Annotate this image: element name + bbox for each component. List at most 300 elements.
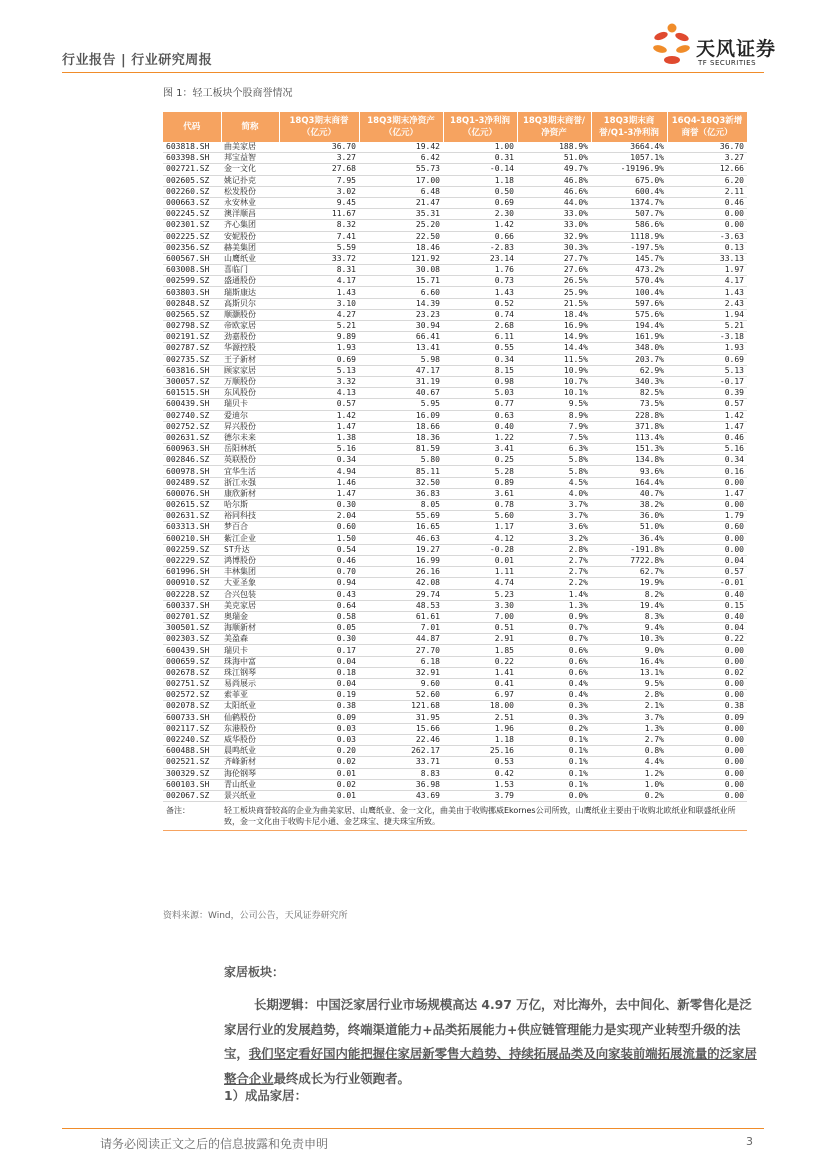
cell-goodwill: 27.68 <box>279 164 359 175</box>
cell-goodwill-to-assets: 0.1% <box>517 734 591 745</box>
header-net-assets: 18Q3期末净资产（亿元） <box>359 112 443 142</box>
cell-name: 大亚圣象 <box>221 578 279 589</box>
cell-name: 曲美家居 <box>221 142 279 153</box>
cell-net-assets: 81.59 <box>359 444 443 455</box>
cell-goodwill: 7.95 <box>279 175 359 186</box>
cell-net-profit: 1.18 <box>443 175 517 186</box>
cell-new-goodwill: 0.09 <box>667 712 747 723</box>
cell-new-goodwill: 0.34 <box>667 455 747 466</box>
cell-goodwill-to-assets: 2.8% <box>517 544 591 555</box>
cell-goodwill-to-assets: 0.3% <box>517 712 591 723</box>
cell-goodwill: 5.59 <box>279 242 359 253</box>
cell-goodwill-to-profit: 19.9% <box>591 578 667 589</box>
cell-code: 002565.SZ <box>163 309 221 320</box>
cell-goodwill-to-assets: 0.6% <box>517 645 591 656</box>
cell-net-assets: 36.83 <box>359 488 443 499</box>
cell-name: 澳洋顺昌 <box>221 209 279 220</box>
cell-new-goodwill: 0.22 <box>667 634 747 645</box>
cell-name: 美盈森 <box>221 634 279 645</box>
table-row <box>163 690 747 701</box>
para-underlined: 我们坚定看好国内能把握住家居新零售大趋势、持续拓展品类及向家装前端拓展流量的泛家居整合企业 <box>224 1046 757 1086</box>
cell-goodwill-to-assets: 0.0% <box>517 790 591 801</box>
cell-goodwill-to-profit: 2.1% <box>591 701 667 712</box>
cell-new-goodwill: 1.94 <box>667 309 747 320</box>
cell-goodwill: 4.13 <box>279 388 359 399</box>
table-row <box>163 544 747 555</box>
table-row <box>163 142 747 153</box>
cell-net-assets: 66.41 <box>359 332 443 343</box>
cell-goodwill: 3.27 <box>279 153 359 164</box>
cell-goodwill-to-assets: 49.7% <box>517 164 591 175</box>
cell-code: 600567.SH <box>163 253 221 264</box>
cell-net-assets: 18.46 <box>359 242 443 253</box>
cell-new-goodwill: 0.00 <box>667 779 747 790</box>
cell-net-assets: 18.66 <box>359 421 443 432</box>
cell-name: 顾家家居 <box>221 365 279 376</box>
cell-code: 000659.SZ <box>163 656 221 667</box>
cell-net-assets: 14.39 <box>359 298 443 309</box>
cell-net-profit: 3.41 <box>443 444 517 455</box>
cell-goodwill-to-assets: 33.0% <box>517 209 591 220</box>
cell-net-profit: 1.42 <box>443 220 517 231</box>
cell-goodwill-to-profit: 507.7% <box>591 209 667 220</box>
data-source: 资料来源：Wind，公司公告，天风证券研究所 <box>163 911 348 921</box>
cell-goodwill: 0.01 <box>279 790 359 801</box>
cell-net-assets: 22.50 <box>359 231 443 242</box>
cell-code: 002303.SZ <box>163 634 221 645</box>
cell-goodwill-to-assets: 11.5% <box>517 354 591 365</box>
cell-goodwill-to-profit: 1118.9% <box>591 231 667 242</box>
cell-net-assets: 48.53 <box>359 600 443 611</box>
cell-goodwill: 0.04 <box>279 679 359 690</box>
note-text: 轻工板块商誉较高的企业为曲美家居、山鹰纸业、金一文化，曲美由于收购挪威Ekornes公司所致，山鹰纸业主要由于收购北欧纸业和联盛纸业所致，金一文化由于收购卡尼小通、金艺珠宝、捷夫珠宝所致。 <box>221 802 747 831</box>
cell-net-profit: 0.40 <box>443 421 517 432</box>
cell-net-assets: 36.98 <box>359 779 443 790</box>
cell-goodwill-to-assets: 2.7% <box>517 567 591 578</box>
table-row <box>163 309 747 320</box>
cell-name: 邦宝益智 <box>221 153 279 164</box>
cell-code: 002067.SZ <box>163 790 221 801</box>
cell-net-profit: 0.01 <box>443 555 517 566</box>
cell-name: 易尚展示 <box>221 679 279 690</box>
cell-goodwill-to-profit: 8.3% <box>591 611 667 622</box>
cell-code: 603818.SH <box>163 142 221 153</box>
table-row <box>163 488 747 499</box>
cell-goodwill: 0.20 <box>279 746 359 757</box>
cell-net-assets: 16.65 <box>359 522 443 533</box>
cell-net-profit: 1.85 <box>443 645 517 656</box>
table-row <box>163 589 747 600</box>
cell-net-profit: 1.11 <box>443 567 517 578</box>
cell-new-goodwill: 36.70 <box>667 142 747 153</box>
cell-name: 晨鸣纸业 <box>221 746 279 757</box>
cell-name: 鸿博股份 <box>221 555 279 566</box>
cell-name: 松发股份 <box>221 186 279 197</box>
cell-new-goodwill: 0.02 <box>667 667 747 678</box>
cell-goodwill-to-profit: 203.7% <box>591 354 667 365</box>
table-row <box>163 410 747 421</box>
header-goodwill-to-assets: 18Q3期末商誉/净资产 <box>517 112 591 142</box>
cell-goodwill: 3.10 <box>279 298 359 309</box>
table-row <box>163 186 747 197</box>
cell-code: 002521.SZ <box>163 757 221 768</box>
table-row <box>163 332 747 343</box>
table-row <box>163 298 747 309</box>
cell-net-profit: 1.00 <box>443 142 517 153</box>
cell-name: 梦百合 <box>221 522 279 533</box>
cell-code: 002631.SZ <box>163 511 221 522</box>
cell-new-goodwill: 1.47 <box>667 421 747 432</box>
cell-goodwill: 0.19 <box>279 690 359 701</box>
cell-goodwill-to-assets: 3.6% <box>517 522 591 533</box>
cell-goodwill: 3.02 <box>279 186 359 197</box>
table-row <box>163 321 747 332</box>
cell-new-goodwill: 0.00 <box>667 477 747 488</box>
table-header-row <box>163 112 747 142</box>
cell-net-profit: 0.22 <box>443 656 517 667</box>
cell-name: 万顺股份 <box>221 376 279 387</box>
cell-net-assets: 61.61 <box>359 611 443 622</box>
table-row <box>163 757 747 768</box>
cell-goodwill: 0.05 <box>279 623 359 634</box>
cell-net-assets: 30.94 <box>359 321 443 332</box>
cell-goodwill-to-profit: 40.7% <box>591 488 667 499</box>
cell-net-assets: 15.71 <box>359 276 443 287</box>
cell-net-assets: 47.17 <box>359 365 443 376</box>
cell-goodwill-to-assets: 3.7% <box>517 500 591 511</box>
cell-net-profit: 0.50 <box>443 186 517 197</box>
cell-goodwill-to-profit: 2.8% <box>591 690 667 701</box>
cell-net-profit: 1.96 <box>443 723 517 734</box>
cell-new-goodwill: 0.00 <box>667 690 747 701</box>
cell-code: 600733.SH <box>163 712 221 723</box>
cell-net-profit: 0.98 <box>443 376 517 387</box>
cell-net-assets: 31.95 <box>359 712 443 723</box>
cell-new-goodwill: 0.04 <box>667 623 747 634</box>
cell-goodwill-to-assets: 7.5% <box>517 432 591 443</box>
cell-net-profit: 5.23 <box>443 589 517 600</box>
table-row <box>163 343 747 354</box>
cell-net-assets: 29.74 <box>359 589 443 600</box>
table-note-row <box>163 802 747 831</box>
note-label: 备注： <box>163 802 221 831</box>
cell-net-assets: 5.95 <box>359 399 443 410</box>
cell-code: 600076.SH <box>163 488 221 499</box>
cell-goodwill-to-profit: 36.0% <box>591 511 667 522</box>
cell-code: 002787.SZ <box>163 343 221 354</box>
cell-net-assets: 6.60 <box>359 287 443 298</box>
cell-net-profit: 25.16 <box>443 746 517 757</box>
table-row <box>163 365 747 376</box>
cell-goodwill-to-profit: 19.4% <box>591 600 667 611</box>
cell-net-profit: 0.74 <box>443 309 517 320</box>
cell-goodwill-to-profit: 228.8% <box>591 410 667 421</box>
cell-goodwill-to-assets: 10.1% <box>517 388 591 399</box>
cell-net-assets: 13.41 <box>359 343 443 354</box>
cell-name: 东港股份 <box>221 723 279 734</box>
cell-code: 603008.SH <box>163 265 221 276</box>
cell-goodwill: 0.69 <box>279 354 359 365</box>
cell-net-profit: 0.66 <box>443 231 517 242</box>
table-row <box>163 477 747 488</box>
cell-goodwill-to-assets: 6.3% <box>517 444 591 455</box>
table-row <box>163 253 747 264</box>
cell-goodwill-to-profit: 3.7% <box>591 712 667 723</box>
cell-goodwill-to-profit: 82.5% <box>591 388 667 399</box>
cell-goodwill: 0.04 <box>279 656 359 667</box>
cell-new-goodwill: 0.00 <box>667 500 747 511</box>
cell-goodwill: 0.58 <box>279 611 359 622</box>
cell-new-goodwill: 0.00 <box>667 656 747 667</box>
cell-new-goodwill: 0.69 <box>667 354 747 365</box>
cell-new-goodwill: 0.00 <box>667 220 747 231</box>
report-type-header: 行业报告 | 行业研究周报 <box>62 53 213 68</box>
cell-goodwill-to-profit: -19196.9% <box>591 164 667 175</box>
cell-code: 002117.SZ <box>163 723 221 734</box>
cell-name: 珠海中富 <box>221 656 279 667</box>
cell-net-assets: 55.69 <box>359 511 443 522</box>
cell-goodwill: 5.16 <box>279 444 359 455</box>
cell-new-goodwill: 1.79 <box>667 511 747 522</box>
cell-goodwill: 5.13 <box>279 365 359 376</box>
cell-net-assets: 27.70 <box>359 645 443 656</box>
table-row <box>163 701 747 712</box>
cell-goodwill-to-profit: 597.6% <box>591 298 667 309</box>
cell-name: 齐峰新材 <box>221 757 279 768</box>
cell-net-assets: 6.18 <box>359 656 443 667</box>
cell-new-goodwill: -0.17 <box>667 376 747 387</box>
cell-net-assets: 8.05 <box>359 500 443 511</box>
cell-net-assets: 17.00 <box>359 175 443 186</box>
cell-new-goodwill: 0.00 <box>667 645 747 656</box>
cell-net-profit: 5.28 <box>443 466 517 477</box>
cell-name: 爱迪尔 <box>221 410 279 421</box>
cell-goodwill: 0.60 <box>279 522 359 533</box>
cell-new-goodwill: 0.04 <box>667 555 747 566</box>
table-row <box>163 667 747 678</box>
cell-name: 赫美集团 <box>221 242 279 253</box>
cell-goodwill: 0.02 <box>279 757 359 768</box>
cell-new-goodwill: 1.93 <box>667 343 747 354</box>
cell-goodwill-to-assets: 14.4% <box>517 343 591 354</box>
cell-goodwill: 0.17 <box>279 645 359 656</box>
cell-goodwill-to-assets: 0.2% <box>517 723 591 734</box>
cell-goodwill-to-profit: 16.4% <box>591 656 667 667</box>
cell-net-profit: 2.91 <box>443 634 517 645</box>
table-row <box>163 153 747 164</box>
cell-net-profit: 0.89 <box>443 477 517 488</box>
cell-net-profit: 8.15 <box>443 365 517 376</box>
cell-code: 002259.SZ <box>163 544 221 555</box>
cell-name: 瑞贝卡 <box>221 399 279 410</box>
cell-code: 002489.SZ <box>163 477 221 488</box>
cell-net-assets: 19.27 <box>359 544 443 555</box>
cell-goodwill-to-profit: 348.0% <box>591 343 667 354</box>
table-row <box>163 231 747 242</box>
cell-code: 002735.SZ <box>163 354 221 365</box>
cell-code: 603398.SH <box>163 153 221 164</box>
cell-net-profit: 0.25 <box>443 455 517 466</box>
cell-new-goodwill: 3.27 <box>667 153 747 164</box>
cell-goodwill-to-assets: 3.7% <box>517 511 591 522</box>
cell-name: 顺灏股份 <box>221 309 279 320</box>
cell-net-assets: 6.48 <box>359 186 443 197</box>
cell-goodwill-to-profit: 7722.8% <box>591 555 667 566</box>
cell-code: 600103.SH <box>163 779 221 790</box>
footer-disclaimer: 请务必阅读正文之后的信息披露和免责申明 <box>100 1137 329 1151</box>
cell-code: 002678.SZ <box>163 667 221 678</box>
cell-goodwill: 9.45 <box>279 197 359 208</box>
cell-net-assets: 9.60 <box>359 679 443 690</box>
cell-new-goodwill: 5.21 <box>667 321 747 332</box>
cell-net-profit: 1.17 <box>443 522 517 533</box>
cell-new-goodwill: 1.42 <box>667 410 747 421</box>
cell-net-assets: 32.50 <box>359 477 443 488</box>
cell-goodwill-to-assets: 0.7% <box>517 634 591 645</box>
cell-name: 东风股份 <box>221 388 279 399</box>
cell-new-goodwill: 0.15 <box>667 600 747 611</box>
cell-name: 宜华生活 <box>221 466 279 477</box>
cell-name: 德尔未来 <box>221 432 279 443</box>
cell-goodwill-to-assets: 30.3% <box>517 242 591 253</box>
cell-name: 浙江永强 <box>221 477 279 488</box>
cell-goodwill: 2.04 <box>279 511 359 522</box>
cell-goodwill: 0.30 <box>279 500 359 511</box>
cell-name: 康欣新材 <box>221 488 279 499</box>
cell-net-assets: 16.09 <box>359 410 443 421</box>
cell-goodwill: 0.01 <box>279 768 359 779</box>
cell-code: 600439.SH <box>163 645 221 656</box>
cell-name: 高斯贝尔 <box>221 298 279 309</box>
cell-goodwill: 1.43 <box>279 287 359 298</box>
cell-net-assets: 262.17 <box>359 746 443 757</box>
cell-goodwill: 1.47 <box>279 488 359 499</box>
cell-code: 002572.SZ <box>163 690 221 701</box>
cell-new-goodwill: 0.40 <box>667 611 747 622</box>
cell-goodwill-to-profit: 1.2% <box>591 768 667 779</box>
cell-net-assets: 23.23 <box>359 309 443 320</box>
cell-new-goodwill: 0.13 <box>667 242 747 253</box>
cell-goodwill: 1.42 <box>279 410 359 421</box>
cell-net-assets: 43.69 <box>359 790 443 801</box>
cell-new-goodwill: 0.00 <box>667 746 747 757</box>
table-row <box>163 511 747 522</box>
cell-name: ST升达 <box>221 544 279 555</box>
cell-goodwill: 33.72 <box>279 253 359 264</box>
cell-code: 300057.SZ <box>163 376 221 387</box>
cell-goodwill: 0.02 <box>279 779 359 790</box>
cell-goodwill: 7.41 <box>279 231 359 242</box>
cell-name: 青山纸业 <box>221 779 279 790</box>
cell-goodwill-to-profit: 0.2% <box>591 790 667 801</box>
cell-code: 002228.SZ <box>163 589 221 600</box>
table-row <box>163 600 747 611</box>
cell-goodwill-to-profit: -197.5% <box>591 242 667 253</box>
cell-net-profit: 0.52 <box>443 298 517 309</box>
cell-net-assets: 16.99 <box>359 555 443 566</box>
section-paragraph <box>224 993 764 1091</box>
section-heading: 家居板块： <box>224 965 285 979</box>
cell-code: 000663.SZ <box>163 197 221 208</box>
table-row <box>163 500 747 511</box>
cell-net-profit: 0.73 <box>443 276 517 287</box>
cell-new-goodwill: 5.13 <box>667 365 747 376</box>
cell-code: 600978.SH <box>163 466 221 477</box>
footer-divider <box>62 1128 764 1129</box>
cell-net-profit: 0.78 <box>443 500 517 511</box>
cell-goodwill-to-profit: -191.8% <box>591 544 667 555</box>
cell-name: 裕同科技 <box>221 511 279 522</box>
cell-goodwill: 8.31 <box>279 265 359 276</box>
table-row <box>163 555 747 566</box>
cell-goodwill-to-assets: 27.7% <box>517 253 591 264</box>
cell-goodwill-to-assets: 2.2% <box>517 578 591 589</box>
cell-code: 002751.SZ <box>163 679 221 690</box>
cell-goodwill-to-assets: 0.1% <box>517 768 591 779</box>
cell-goodwill-to-profit: 570.4% <box>591 276 667 287</box>
header-name: 简称 <box>221 112 279 142</box>
cell-net-profit: 5.60 <box>443 511 517 522</box>
cell-net-assets: 7.01 <box>359 623 443 634</box>
cell-code: 603313.SH <box>163 522 221 533</box>
cell-code: 600439.SH <box>163 399 221 410</box>
cell-name: 岳阳林纸 <box>221 444 279 455</box>
cell-goodwill-to-profit: 51.0% <box>591 522 667 533</box>
cell-code: 002225.SZ <box>163 231 221 242</box>
cell-goodwill-to-assets: 9.5% <box>517 399 591 410</box>
cell-net-assets: 42.08 <box>359 578 443 589</box>
table-row <box>163 399 747 410</box>
company-logo <box>652 22 782 72</box>
cell-net-profit: 2.51 <box>443 712 517 723</box>
cell-net-assets: 8.83 <box>359 768 443 779</box>
cell-net-profit: 3.30 <box>443 600 517 611</box>
cell-net-profit: 0.31 <box>443 153 517 164</box>
cell-net-profit: 1.41 <box>443 667 517 678</box>
cell-name: 奥瑞金 <box>221 611 279 622</box>
cell-new-goodwill: 1.43 <box>667 287 747 298</box>
table-row <box>163 197 747 208</box>
cell-goodwill-to-profit: 151.3% <box>591 444 667 455</box>
cell-net-profit: 0.42 <box>443 768 517 779</box>
cell-code: 603803.SH <box>163 287 221 298</box>
cell-new-goodwill: 0.16 <box>667 466 747 477</box>
cell-code: 002798.SZ <box>163 321 221 332</box>
cell-name: 喜临门 <box>221 265 279 276</box>
cell-goodwill-to-profit: 13.1% <box>591 667 667 678</box>
cell-net-assets: 31.19 <box>359 376 443 387</box>
cell-goodwill-to-assets: 0.4% <box>517 679 591 690</box>
cell-goodwill-to-profit: 161.9% <box>591 332 667 343</box>
cell-net-assets: 25.20 <box>359 220 443 231</box>
cell-net-profit: 6.97 <box>443 690 517 701</box>
table-row <box>163 265 747 276</box>
header-goodwill-to-profit: 18Q3期末商誉/Q1-3净利润 <box>591 112 667 142</box>
cell-goodwill: 0.64 <box>279 600 359 611</box>
cell-goodwill: 0.54 <box>279 544 359 555</box>
cell-net-assets: 30.08 <box>359 265 443 276</box>
cell-goodwill-to-assets: 16.9% <box>517 321 591 332</box>
cell-new-goodwill: 0.38 <box>667 701 747 712</box>
cell-goodwill-to-assets: 10.9% <box>517 365 591 376</box>
cell-goodwill-to-assets: 0.6% <box>517 667 591 678</box>
table-row <box>163 645 747 656</box>
cell-name: 山鹰纸业 <box>221 253 279 264</box>
cell-goodwill: 4.94 <box>279 466 359 477</box>
cell-goodwill-to-profit: 1374.7% <box>591 197 667 208</box>
cell-net-assets: 121.92 <box>359 253 443 264</box>
cell-goodwill-to-profit: 2.7% <box>591 734 667 745</box>
